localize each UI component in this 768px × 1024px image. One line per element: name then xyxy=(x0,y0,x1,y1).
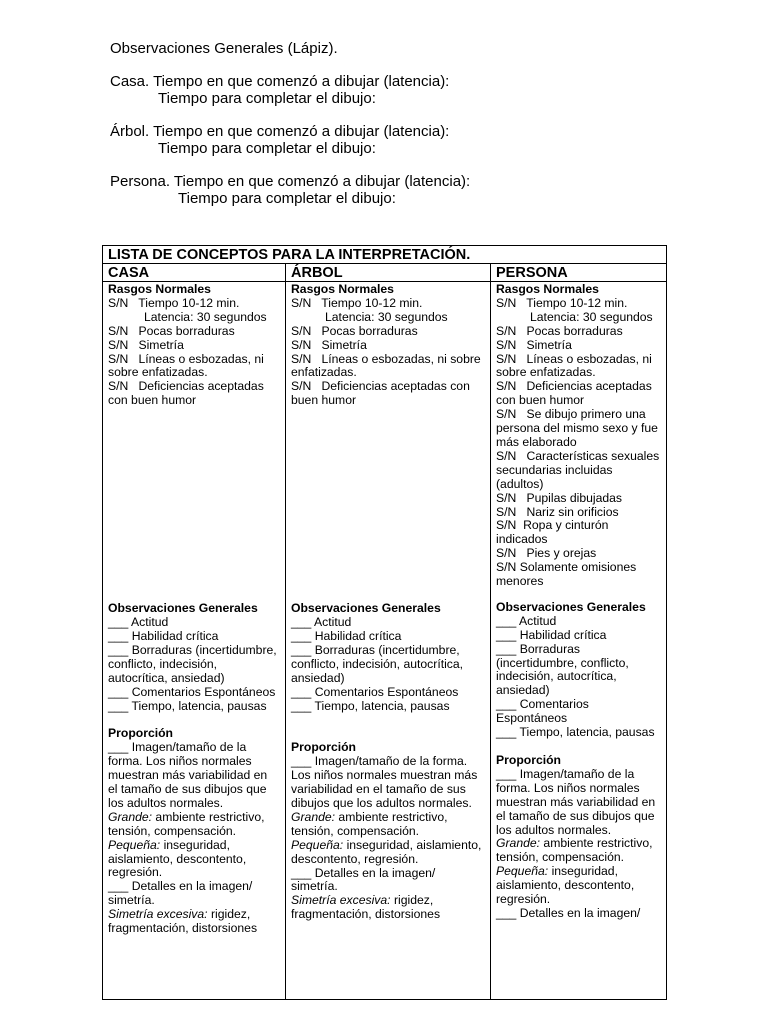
arbol-latency-line: Árbol. Tiempo en que comenzó a dibujar (latencia): xyxy=(110,123,450,140)
term-text: inseguridad, aislamiento, descontento, regresión. xyxy=(496,864,635,907)
section-heading: Observaciones Generales xyxy=(108,601,258,616)
table-title: LISTA DE CONCEPTOS PARA LA INTERPRETACIÓN. xyxy=(103,246,667,264)
list-item: ___ Comentarios Espontáneos xyxy=(291,684,459,699)
list-item: ___ Actitud xyxy=(108,615,169,630)
term-label: Pequeña: xyxy=(108,837,161,852)
section-heading: Rasgos Normales xyxy=(496,282,599,296)
list-item: ___ Detalles en la imagen/ simetría. xyxy=(108,879,253,908)
casa-complete-line: Tiempo para completar el dibujo: xyxy=(158,90,376,107)
term-label: Grande: xyxy=(496,836,541,851)
list-item: S/N Pocas borraduras xyxy=(496,323,623,338)
list-item: S/N Se dibujo primero una persona del mismo sexo y fue más elaborado xyxy=(496,407,662,449)
list-item: ___ Borraduras (incertidumbre, conflicto, indecisión, autocrítica, ansiedad) xyxy=(108,642,277,685)
list-item: ___ Borraduras (incertidumbre, conflicto, indecisión, autocrítica, ansiedad) xyxy=(291,642,464,685)
list-item: S/N Pies y orejas xyxy=(496,546,597,561)
list-item: ___ Actitud xyxy=(496,613,557,628)
list-item: S/N Líneas o esbozadas, ni sobre enfatizadas. xyxy=(291,351,485,380)
persona-latency-line: Persona. Tiempo en que comenzó a dibujar (latencia): xyxy=(110,173,471,190)
term-label: Grande: xyxy=(291,809,336,824)
term-text: ambiente restrictivo, tensión, compensación. xyxy=(108,809,265,838)
list-item: ___ Tiempo, latencia, pausas xyxy=(291,698,450,713)
list-item: S/N Tiempo 10-12 min. xyxy=(108,295,240,310)
list-item: ___ Actitud xyxy=(291,615,352,630)
list-item: ___ Detalles en la imagen/ xyxy=(496,905,641,920)
term-text: inseguridad, aislamiento, descontento, regresión. xyxy=(291,837,482,866)
list-item: ___ Tiempo, latencia, pausas xyxy=(108,698,267,713)
term-label: Simetría excesiva: xyxy=(108,907,208,922)
list-item: ___ Habilidad crítica xyxy=(108,628,219,643)
term-text: inseguridad, aislamiento, descontento, regresión. xyxy=(108,837,247,880)
list-item: ___ Habilidad crítica xyxy=(496,627,607,642)
list-item xyxy=(108,839,280,881)
persona-complete-line: Tiempo para completar el dibujo: xyxy=(178,190,396,207)
term-text: rigidez, fragmentación, distorsiones xyxy=(108,907,258,936)
list-item: S/N Simetría xyxy=(108,337,184,352)
section-heading: Proporción xyxy=(496,753,562,767)
persona-column xyxy=(491,282,667,1000)
list-item: ___ Imagen/tamaño de la forma. Los niños normales muestran más variabilidad en el tamaño de sus dibujos que los adultos normales. xyxy=(496,766,656,837)
column-header-persona: PERSONA xyxy=(491,264,667,282)
term-text: rigidez, fragmentación, distorsiones xyxy=(291,893,441,922)
list-item: ___ Comentarios Espontáneos xyxy=(496,697,589,726)
list-item: ___ Imagen/tamaño de la forma. Los niños normales muestran más variabilidad en el tamaño de sus dibujos que los adultos normales. xyxy=(291,754,478,811)
list-item: S/N Deficiencias aceptadas con buen humor xyxy=(291,379,474,408)
term-label: Simetría excesiva: xyxy=(291,893,391,908)
intro-title: Observaciones Generales (Lápiz). xyxy=(110,40,338,57)
list-item xyxy=(496,865,661,907)
list-item: S/N Simetría xyxy=(291,337,367,352)
list-item: ___ Borraduras (incertidumbre, conflicto, indecisión, autocrítica, ansiedad) xyxy=(496,641,629,698)
section-heading: Rasgos Normales xyxy=(291,282,394,296)
interpretation-table xyxy=(102,245,667,1000)
list-item: S/N Deficiencias aceptadas con buen humor xyxy=(108,379,268,408)
arbol-complete-line: Tiempo para completar el dibujo: xyxy=(158,140,376,157)
list-item xyxy=(291,839,485,867)
arbol-column xyxy=(286,282,491,1000)
list-item: S/N Pupilas dibujadas xyxy=(496,490,623,505)
term-label: Pequeña: xyxy=(496,864,549,879)
section-heading: Proporción xyxy=(291,740,357,755)
column-header-arbol: ÁRBOL xyxy=(286,264,491,282)
list-item xyxy=(291,894,485,922)
list-item xyxy=(496,837,661,865)
list-item: Latencia: 30 segundos xyxy=(144,309,267,324)
list-item: S/N Ropa y cinturón indicados xyxy=(496,518,612,547)
list-item xyxy=(291,811,485,839)
column-header-casa: CASA xyxy=(103,264,286,282)
list-item: ___ Tiempo, latencia, pausas xyxy=(496,725,655,740)
list-item: ___ Imagen/tamaño de la forma. Los niños normales muestran más variabilidad en el tamaño de sus dibujos que los adultos normales. xyxy=(108,740,268,810)
list-item: Latencia: 30 segundos xyxy=(325,309,448,324)
list-item: S/N Nariz sin orificios xyxy=(496,504,619,519)
intro-section xyxy=(110,40,470,207)
section-heading: Rasgos Normales xyxy=(108,282,211,296)
term-label: Grande: xyxy=(108,809,153,824)
section-heading: Proporción xyxy=(108,726,174,741)
list-item: S/N Pocas borraduras xyxy=(108,323,235,338)
list-item: ___ Habilidad crítica xyxy=(291,628,402,643)
term-label: Pequeña: xyxy=(291,837,344,852)
list-item: S/N Tiempo 10-12 min. xyxy=(496,295,628,310)
list-item: S/N Características sexuales secundarias incluidas (adultos) xyxy=(496,448,663,491)
list-item xyxy=(108,908,280,936)
list-item: S/N Simetría xyxy=(496,337,572,352)
section-heading: Observaciones Generales xyxy=(291,601,441,616)
casa-column xyxy=(103,282,286,1000)
term-text: ambiente restrictivo, tensión, compensación. xyxy=(496,836,653,865)
list-item: S/N Líneas o esbozadas, ni sobre enfatizadas. xyxy=(108,351,268,380)
list-item: ___ Comentarios Espontáneos xyxy=(108,684,276,699)
list-item xyxy=(108,811,280,839)
list-item: S/N Solamente omisiones menores xyxy=(496,560,637,589)
list-item: ___ Detalles en la imagen/ simetría. xyxy=(291,865,436,894)
list-item: S/N Tiempo 10-12 min. xyxy=(291,295,423,310)
casa-latency-line: Casa. Tiempo en que comenzó a dibujar (latencia): xyxy=(110,73,450,90)
list-item: S/N Deficiencias aceptadas con buen humor xyxy=(496,379,656,408)
section-heading: Observaciones Generales xyxy=(496,599,646,614)
list-item: S/N Líneas o esbozadas, ni sobre enfatizadas. xyxy=(496,351,656,380)
list-item: Latencia: 30 segundos xyxy=(530,309,653,324)
list-item: S/N Pocas borraduras xyxy=(291,323,418,338)
term-text: ambiente restrictivo, tensión, compensación. xyxy=(291,809,448,838)
